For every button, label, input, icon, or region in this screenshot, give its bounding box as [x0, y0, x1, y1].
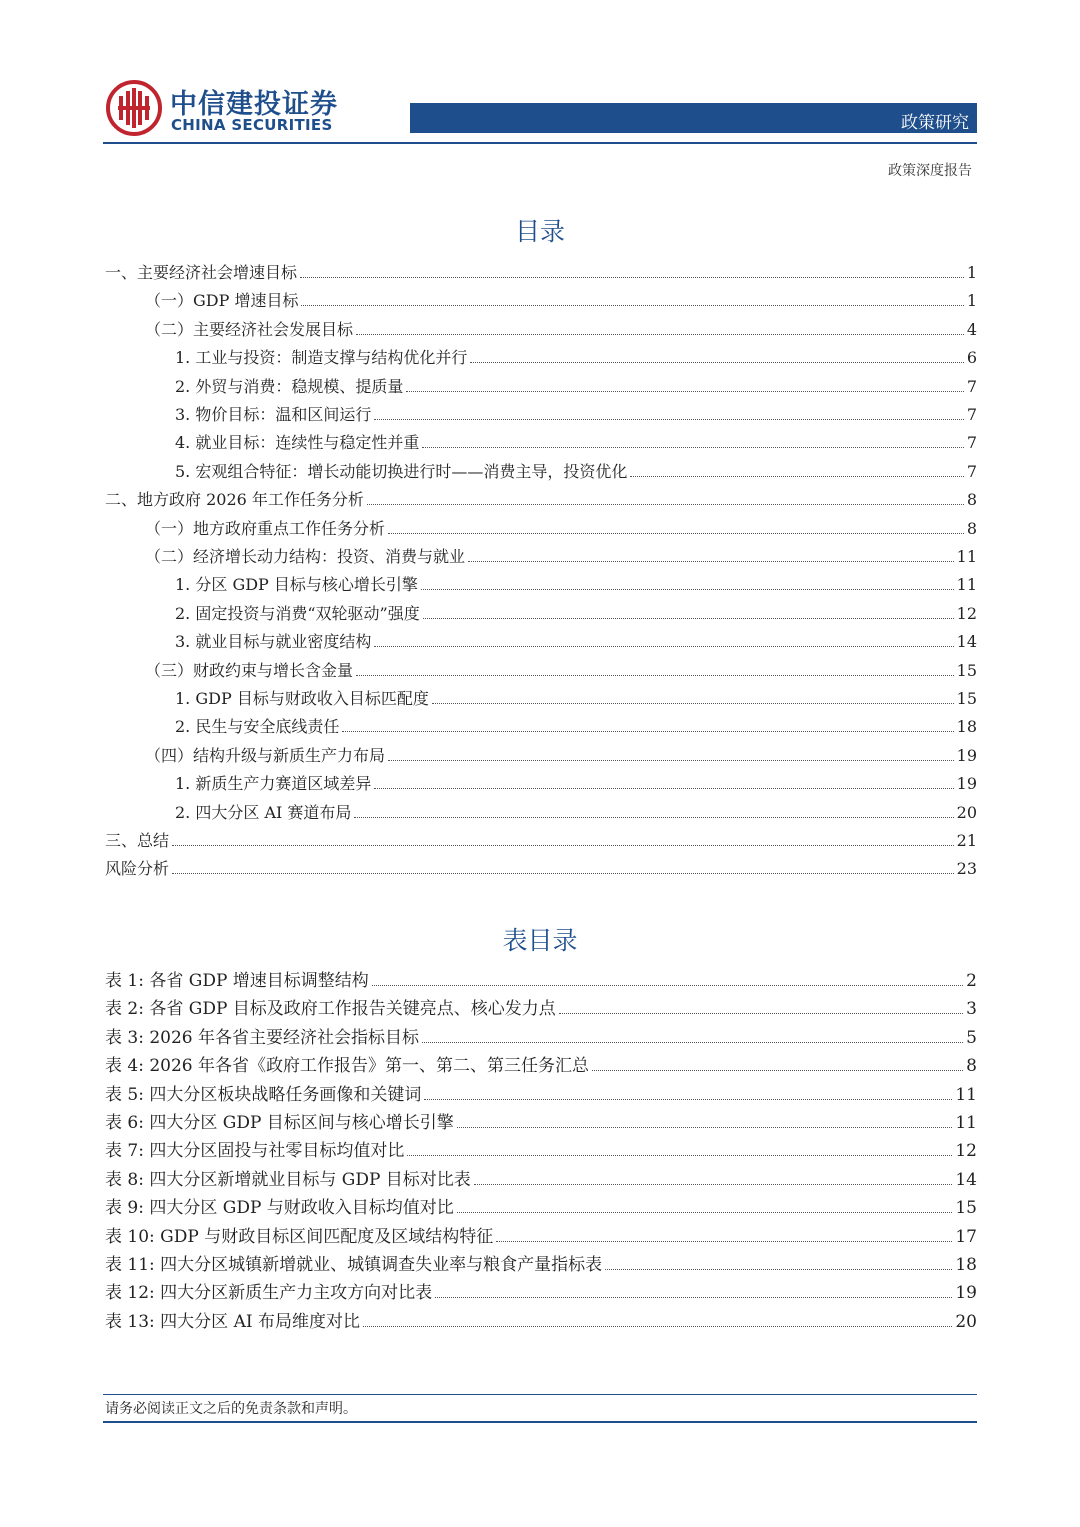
entry-title: 4. 就业目标：连续性与稳定性并重 [175, 433, 420, 453]
entry-title: 1. 工业与投资：制造支撑与结构优化并行 [175, 348, 468, 368]
entry-title: （三）财政约束与增长含金量 [145, 660, 354, 680]
disclaimer: 请务必阅读正文之后的免责条款和声明。 [105, 1401, 357, 1417]
toc-entry[interactable] [105, 855, 977, 879]
entry-page-number: 11 [956, 575, 977, 595]
dot-leader [605, 1269, 952, 1270]
dot-leader [407, 1155, 952, 1156]
toc-entry[interactable] [175, 571, 977, 595]
toc-entry[interactable] [105, 827, 977, 851]
entry-title: 一、主要经济社会增速目标 [105, 263, 298, 282]
entry-page-number: 21 [956, 831, 977, 850]
entry-title: 2. 固定投资与消费“双轮驱动”强度 [175, 603, 420, 623]
entry-title: 表 12: 四大分区新质生产力主攻方向对比表 [105, 1283, 433, 1304]
toc-entry[interactable] [175, 373, 977, 397]
dot-leader [388, 533, 964, 534]
entry-page-number: 8 [966, 1056, 977, 1077]
entry-title: （一）地方政府重点工作任务分析 [145, 518, 386, 538]
header-divider [103, 142, 977, 144]
entry-title: （一）GDP 增速目标 [145, 291, 299, 311]
entry-page-number: 6 [966, 348, 977, 368]
dot-leader [457, 1127, 953, 1128]
toc-entry[interactable] [175, 344, 977, 368]
entry-title: 1. 分区 GDP 目标与核心增长引擎 [175, 575, 418, 595]
entry-page-number: 19 [955, 1283, 977, 1304]
entry-page-number: 19 [956, 774, 977, 794]
toc-entry[interactable] [175, 685, 977, 709]
entry-title: 表 8: 四大分区新增就业目标与 GDP 目标对比表 [105, 1169, 471, 1190]
entry-page-number: 18 [955, 1255, 977, 1275]
entry-page-number: 7 [966, 461, 977, 481]
entry-page-number: 17 [955, 1226, 977, 1247]
table-list-title: 表目录 [502, 926, 578, 955]
dot-leader [423, 618, 954, 619]
toc-entry[interactable] [175, 799, 977, 823]
dot-leader [406, 391, 963, 392]
toc-entry[interactable] [175, 401, 977, 425]
toc-entry[interactable] [175, 628, 977, 652]
entry-title: 2. 四大分区 AI 赛道布局 [175, 802, 352, 822]
entry-title: 5. 宏观组合特征：增长动能切换进行时——消费主导，投资优化 [175, 461, 628, 481]
dot-leader [300, 277, 964, 278]
dot-leader [424, 1099, 952, 1100]
dot-leader [374, 419, 963, 420]
table-list-entry[interactable] [105, 1166, 977, 1190]
entry-title: （二）主要经济社会发展目标 [145, 319, 354, 339]
toc-entry[interactable] [145, 543, 977, 567]
dot-leader [470, 362, 963, 363]
dot-leader [422, 447, 963, 448]
entry-title: 表 1: 各省 GDP 增速目标调整结构 [105, 971, 369, 991]
entry-title: 表 9: 四大分区 GDP 与财政收入目标均值对比 [105, 1198, 454, 1219]
dot-leader [301, 305, 963, 306]
dot-leader [559, 1013, 963, 1014]
dot-leader [172, 873, 954, 874]
table-list-entry[interactable] [105, 1223, 977, 1247]
entry-page-number: 11 [956, 547, 977, 566]
entry-page-number: 12 [956, 603, 977, 623]
entry-title: 表 4: 2026 年各省《政府工作报告》第一、第二、第三任务汇总 [105, 1056, 590, 1077]
table-list-entry[interactable] [105, 1052, 977, 1076]
entry-page-number: 14 [955, 1169, 977, 1190]
dot-leader [421, 589, 954, 590]
table-list-entry[interactable] [105, 967, 977, 991]
entry-title: 表 6: 四大分区 GDP 目标区间与核心增长引擎 [105, 1113, 454, 1133]
entry-page-number: 4 [966, 319, 977, 339]
table-list-entry[interactable] [105, 1251, 977, 1275]
entry-title: （二）经济增长动力结构：投资、消费与就业 [145, 547, 466, 566]
dot-leader [356, 334, 964, 335]
dot-leader [367, 504, 964, 505]
entry-title: 2. 民生与安全底线责任 [175, 717, 340, 737]
entry-title: 表 11: 四大分区城镇新增就业、城镇调查失业率与粮食产量指标表 [105, 1255, 603, 1275]
brand-name-en: CHINA SECURITIES [171, 116, 333, 134]
entry-page-number: 5 [966, 1027, 977, 1048]
entry-title: 表 3: 2026 年各省主要经济社会指标目标 [105, 1027, 420, 1048]
toc-entry[interactable] [145, 316, 977, 340]
dot-leader [474, 1184, 953, 1185]
dot-leader [435, 1297, 952, 1298]
toc-entry[interactable] [105, 486, 977, 510]
toc-entry[interactable] [145, 657, 977, 681]
entry-page-number: 7 [966, 433, 977, 453]
entry-page-number: 1 [966, 291, 977, 311]
entry-page-number: 8 [966, 490, 977, 510]
entry-page-number: 23 [956, 859, 977, 879]
dot-leader [172, 845, 954, 846]
table-list-entry[interactable] [105, 1137, 977, 1161]
entry-page-number: 12 [955, 1141, 977, 1162]
table-list-entry[interactable] [105, 995, 977, 1019]
dot-leader [374, 646, 953, 647]
dot-leader [372, 985, 963, 986]
entry-title: 表 5: 四大分区板块战略任务画像和关键词 [105, 1084, 422, 1105]
footer-divider [103, 1394, 977, 1395]
dot-leader [457, 1212, 953, 1213]
footer-divider-bottom [103, 1421, 977, 1423]
dot-leader [422, 1042, 963, 1043]
header-bar [410, 103, 977, 133]
entry-page-number: 1 [966, 263, 977, 282]
dot-leader [354, 817, 953, 818]
entry-page-number: 15 [955, 1198, 977, 1219]
dot-leader [363, 1326, 952, 1327]
entry-page-number: 7 [966, 376, 977, 396]
entry-page-number: 2 [966, 971, 977, 991]
entry-title: 表 13: 四大分区 AI 布局维度对比 [105, 1311, 360, 1332]
toc-entry[interactable] [145, 742, 977, 766]
category-label: 政策研究 [901, 113, 969, 133]
toc-title: 目录 [514, 217, 565, 246]
entry-page-number: 14 [956, 632, 977, 652]
entry-title: 表 10: GDP 与财政目标区间匹配度及区域结构特征 [105, 1226, 494, 1247]
table-list-entry[interactable] [105, 1109, 977, 1133]
toc-entry[interactable] [175, 713, 977, 737]
toc-entry[interactable] [175, 770, 977, 794]
entry-page-number: 11 [955, 1084, 977, 1105]
entry-title: 三、总结 [105, 831, 170, 850]
entry-page-number: 15 [956, 660, 977, 680]
report-subtitle: 政策深度报告 [888, 163, 972, 179]
dot-leader [630, 476, 963, 477]
entry-title: 2. 外贸与消费：稳规模、提质量 [175, 376, 404, 396]
entry-page-number: 15 [956, 689, 977, 708]
entry-page-number: 20 [956, 802, 977, 822]
entry-page-number: 18 [956, 717, 977, 737]
toc-entry[interactable] [175, 458, 977, 482]
dot-leader [496, 1241, 952, 1242]
toc-entry[interactable] [145, 287, 977, 311]
table-list-entry[interactable] [105, 1024, 977, 1048]
table-list-entry[interactable] [105, 1081, 977, 1105]
dot-leader [388, 760, 954, 761]
entry-page-number: 8 [966, 518, 977, 538]
entry-title: 表 7: 四大分区固投与社零目标均值对比 [105, 1141, 405, 1162]
table-list-entry[interactable] [105, 1279, 977, 1303]
dot-leader [432, 703, 954, 704]
entry-title: 表 2: 各省 GDP 目标及政府工作报告关键亮点、核心发力点 [105, 999, 556, 1020]
table-list-entry[interactable] [105, 1194, 977, 1218]
entry-title: 风险分析 [105, 859, 170, 879]
dot-leader [356, 675, 954, 676]
toc-entry[interactable] [145, 515, 977, 539]
dot-leader [374, 788, 953, 789]
entry-title: 3. 就业目标与就业密度结构 [175, 632, 372, 652]
brand-name-cn: 中信建投证券 [170, 89, 338, 120]
entry-page-number: 20 [955, 1311, 977, 1332]
entry-page-number: 3 [966, 999, 977, 1020]
entry-title: 二、地方政府 2026 年工作任务分析 [105, 490, 364, 510]
table-list-entry[interactable] [105, 1308, 977, 1332]
entry-title: 1. 新质生产力赛道区域差异 [175, 774, 372, 794]
toc-entry[interactable] [175, 429, 977, 453]
entry-page-number: 7 [966, 405, 977, 424]
dot-leader [468, 561, 954, 562]
dot-leader [342, 731, 953, 732]
toc-entry[interactable] [175, 600, 977, 624]
dot-leader [592, 1070, 963, 1071]
entry-page-number: 11 [955, 1113, 977, 1133]
company-logo [106, 80, 162, 136]
entry-title: （四）结构升级与新质生产力布局 [145, 745, 386, 765]
entry-page-number: 19 [956, 745, 977, 765]
toc-entry[interactable] [105, 259, 977, 283]
entry-title: 1. GDP 目标与财政收入目标匹配度 [175, 689, 429, 708]
entry-title: 3. 物价目标：温和区间运行 [175, 405, 372, 424]
